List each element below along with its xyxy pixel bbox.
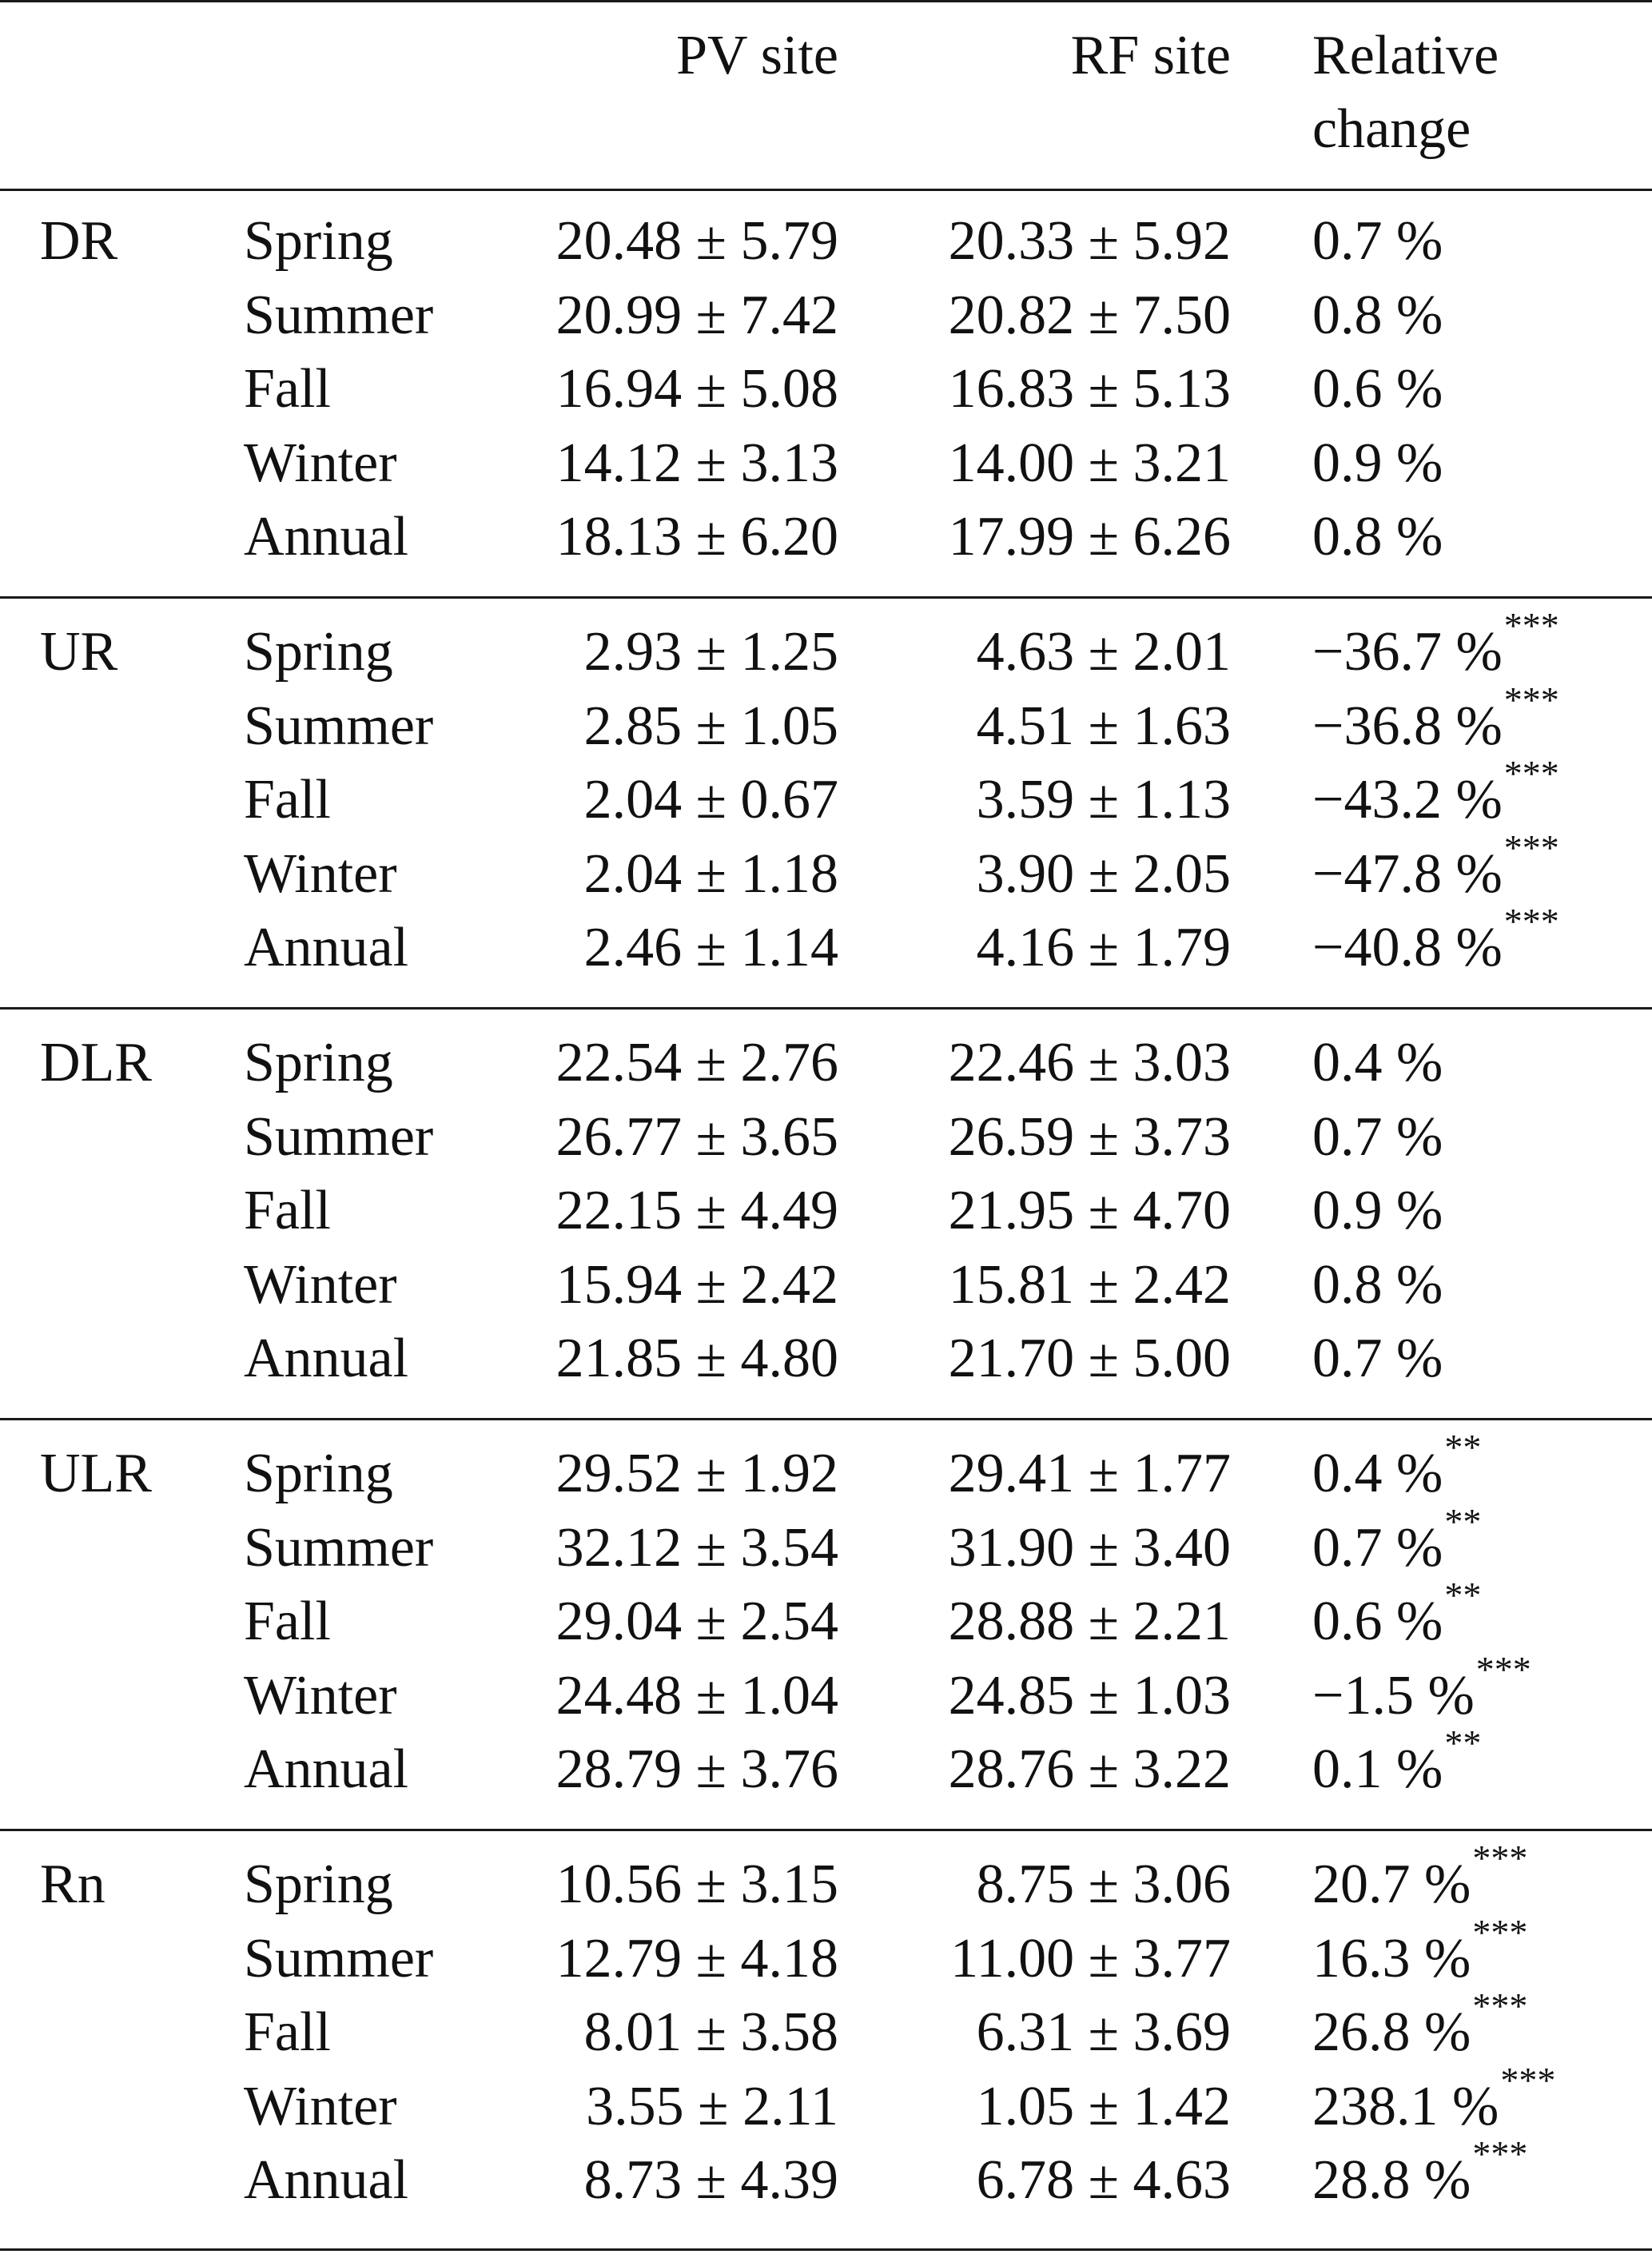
significance-marker: ***	[1503, 826, 1559, 868]
bottom-rule	[0, 2248, 1652, 2251]
rf-value: 29.41 ± 1.77	[948, 1443, 1231, 1504]
season-label: Annual	[244, 506, 409, 567]
pv-value: 2.04 ± 0.67	[583, 769, 838, 830]
season-label: Spring	[244, 1854, 393, 1915]
pv-value: 28.79 ± 3.76	[555, 1738, 838, 1800]
season-label: Winter	[244, 1664, 397, 1726]
rf-value: 3.90 ± 2.05	[976, 842, 1231, 905]
relative-change-value	[1312, 2059, 1556, 2144]
pv-value: 26.77 ± 3.65	[555, 1105, 838, 1168]
pv-value: 22.54 ± 2.76	[555, 1032, 838, 1093]
relative-change-text: 0.4 %	[1312, 1032, 1443, 1093]
significance-marker: **	[1444, 1500, 1482, 1542]
pv-value: 3.55 ± 2.11	[586, 2075, 838, 2137]
significance-marker: **	[1444, 1722, 1482, 1763]
pv-value: 2.04 ± 1.18	[583, 842, 838, 905]
group-label: ULR	[40, 1443, 152, 1504]
pv-value: 2.93 ± 1.25	[583, 621, 838, 683]
relative-change-value	[1312, 826, 1559, 911]
relative-change-text: −43.2 %	[1312, 769, 1503, 830]
pv-value: 22.15 ± 4.49	[555, 1180, 838, 1241]
group-label: UR	[40, 621, 118, 683]
relative-change-value	[1312, 205, 1443, 278]
season-label: Spring	[244, 621, 393, 683]
relative-change-text: 0.1 %	[1312, 1738, 1443, 1800]
relative-change-value	[1312, 1427, 1482, 1511]
rf-value: 16.83 ± 5.13	[948, 358, 1231, 420]
season-label: Annual	[244, 1738, 409, 1800]
season-label: Winter	[244, 1253, 397, 1316]
rf-value: 17.99 ± 6.26	[948, 506, 1231, 567]
relative-change-text: 0.7 %	[1312, 1516, 1443, 1579]
group-label: Rn	[40, 1854, 105, 1915]
relative-change-value	[1312, 1985, 1528, 2069]
relative-change-value	[1312, 279, 1443, 352]
significance-marker: ***	[1472, 1985, 1528, 2026]
rf-value: 21.70 ± 5.00	[948, 1328, 1231, 1389]
pv-value: 14.12 ± 3.13	[555, 432, 838, 494]
relative-change-value	[1312, 1174, 1443, 1248]
season-label: Winter	[244, 2075, 397, 2137]
rf-value: 15.81 ± 2.42	[948, 1253, 1231, 1316]
season-label: Summer	[244, 284, 434, 346]
pv-value: 15.94 ± 2.42	[555, 1253, 838, 1316]
relative-change-value	[1312, 605, 1559, 689]
season-label: Fall	[244, 769, 331, 830]
group-divider-rule	[0, 1829, 1652, 1831]
pv-value: 20.48 ± 5.79	[555, 210, 838, 272]
significance-marker: ***	[1472, 2133, 1528, 2174]
pv-value: 29.52 ± 1.92	[555, 1443, 838, 1504]
relative-change-text: 26.8 %	[1312, 2001, 1471, 2063]
pv-value: 29.04 ± 2.54	[555, 1591, 838, 1652]
pv-value: 8.01 ± 3.58	[583, 2001, 838, 2063]
group-divider-rule	[0, 596, 1652, 599]
header-rule	[0, 189, 1652, 191]
pv-value: 16.94 ± 5.08	[555, 358, 838, 420]
season-label: Fall	[244, 2001, 331, 2063]
group-label: DLR	[40, 1032, 152, 1093]
relative-change-value	[1312, 2133, 1528, 2217]
relative-change-text: 0.8 %	[1312, 1253, 1443, 1316]
top-rule	[0, 0, 1652, 2]
significance-marker: **	[1444, 1427, 1482, 1467]
header-relative-line2: change	[1312, 98, 1471, 160]
header-pv-site: PV site	[676, 25, 838, 86]
season-label: Spring	[244, 1443, 393, 1504]
relative-change-value	[1312, 500, 1443, 574]
group-label: DR	[40, 210, 118, 272]
pv-value: 20.99 ± 7.42	[555, 284, 838, 346]
pv-value: 8.73 ± 4.39	[583, 2149, 838, 2211]
pv-value: 32.12 ± 3.54	[555, 1516, 838, 1579]
rf-value: 4.51 ± 1.63	[976, 695, 1231, 757]
season-label: Summer	[244, 695, 434, 757]
season-label: Spring	[244, 1032, 393, 1093]
pv-value: 21.85 ± 4.80	[555, 1328, 838, 1389]
relative-change-value	[1312, 1722, 1482, 1806]
relative-change-text: 0.9 %	[1312, 432, 1443, 494]
rf-value: 21.95 ± 4.70	[948, 1180, 1231, 1241]
relative-change-value	[1312, 1322, 1443, 1396]
season-label: Fall	[244, 1591, 331, 1652]
significance-marker: ***	[1503, 901, 1559, 942]
relative-change-text: 238.1 %	[1312, 2075, 1499, 2137]
relative-change-value	[1312, 901, 1559, 985]
rf-value: 14.00 ± 3.21	[948, 432, 1231, 494]
significance-marker: ***	[1500, 2059, 1556, 2101]
pv-value: 2.46 ± 1.14	[583, 917, 838, 978]
rf-value: 28.88 ± 2.21	[948, 1591, 1231, 1652]
relative-change-text: 0.8 %	[1312, 284, 1443, 346]
significance-marker: ***	[1503, 605, 1559, 646]
significance-marker: **	[1444, 1575, 1482, 1615]
rf-value: 6.31 ± 3.69	[976, 2001, 1231, 2063]
season-label: Summer	[244, 1927, 434, 1989]
header-relative-change	[1312, 19, 1499, 166]
rf-value: 28.76 ± 3.22	[948, 1738, 1231, 1800]
rf-value: 1.05 ± 1.42	[976, 2075, 1231, 2137]
relative-change-text: −36.8 %	[1312, 695, 1503, 757]
season-label: Winter	[244, 842, 397, 905]
rf-value: 22.46 ± 3.03	[948, 1032, 1231, 1093]
relative-change-text: 0.6 %	[1312, 1591, 1443, 1652]
season-label: Summer	[244, 1516, 434, 1579]
rf-value: 31.90 ± 3.40	[948, 1516, 1231, 1579]
rf-value: 26.59 ± 3.73	[948, 1105, 1231, 1168]
season-label: Annual	[244, 2149, 409, 2211]
relative-change-text: −40.8 %	[1312, 917, 1503, 978]
pv-value: 10.56 ± 3.15	[555, 1854, 838, 1915]
rf-value: 6.78 ± 4.63	[976, 2149, 1231, 2211]
season-label: Fall	[244, 1180, 331, 1241]
relative-change-text: −36.7 %	[1312, 621, 1503, 683]
relative-change-value	[1312, 427, 1443, 500]
rf-value: 3.59 ± 1.13	[976, 769, 1231, 830]
rf-value: 8.75 ± 3.06	[976, 1854, 1231, 1915]
relative-change-text: 0.7 %	[1312, 1105, 1443, 1168]
pv-value: 12.79 ± 4.18	[555, 1927, 838, 1989]
relative-change-value	[1312, 753, 1559, 837]
pv-value: 18.13 ± 6.20	[555, 506, 838, 567]
relative-change-text: 0.8 %	[1312, 506, 1443, 567]
relative-change-text: 0.6 %	[1312, 358, 1443, 420]
pv-value: 24.48 ± 1.04	[555, 1664, 838, 1726]
significance-marker: ***	[1503, 679, 1559, 720]
pv-value: 2.85 ± 1.05	[583, 695, 838, 757]
relative-change-value	[1312, 1248, 1443, 1322]
season-label: Annual	[244, 917, 409, 978]
header-relative-line1: Relative	[1312, 25, 1499, 86]
season-label: Fall	[244, 358, 331, 420]
relative-change-value	[1312, 1838, 1528, 1921]
significance-marker: ***	[1503, 753, 1559, 794]
relative-change-value	[1312, 1026, 1443, 1100]
rf-value: 24.85 ± 1.03	[948, 1664, 1231, 1726]
group-divider-rule	[0, 1418, 1652, 1420]
significance-marker: ***	[1472, 1911, 1528, 1953]
significance-marker: ***	[1472, 1838, 1528, 1878]
relative-change-text: 0.7 %	[1312, 1328, 1443, 1389]
relative-change-text: 0.7 %	[1312, 210, 1443, 272]
season-label: Spring	[244, 210, 393, 272]
relative-change-text: 20.7 %	[1312, 1854, 1471, 1915]
relative-change-value	[1312, 352, 1443, 426]
relative-change-text: 0.9 %	[1312, 1180, 1443, 1241]
relative-change-text: 0.4 %	[1312, 1443, 1443, 1504]
relative-change-value	[1312, 679, 1559, 763]
relative-change-value	[1312, 1575, 1482, 1659]
relative-change-text: 16.3 %	[1312, 1927, 1471, 1989]
header-rf-site: RF site	[1070, 25, 1231, 86]
rf-value: 11.00 ± 3.77	[950, 1927, 1231, 1989]
relative-change-value	[1312, 1648, 1531, 1733]
significance-marker: ***	[1475, 1648, 1531, 1690]
relative-change-value	[1312, 1101, 1443, 1174]
relative-change-value	[1312, 1500, 1482, 1585]
group-divider-rule	[0, 1007, 1652, 1010]
relative-change-text: −47.8 %	[1312, 842, 1503, 905]
relative-change-text: −1.5 %	[1312, 1664, 1475, 1726]
season-label: Annual	[244, 1328, 409, 1389]
rf-value: 4.16 ± 1.79	[976, 917, 1231, 978]
relative-change-text: 28.8 %	[1312, 2149, 1471, 2211]
season-label: Summer	[244, 1105, 434, 1168]
season-label: Winter	[244, 432, 397, 494]
rf-value: 20.33 ± 5.92	[948, 210, 1231, 272]
relative-change-value	[1312, 1911, 1528, 1996]
rf-value: 20.82 ± 7.50	[948, 284, 1231, 346]
rf-value: 4.63 ± 2.01	[976, 621, 1231, 683]
